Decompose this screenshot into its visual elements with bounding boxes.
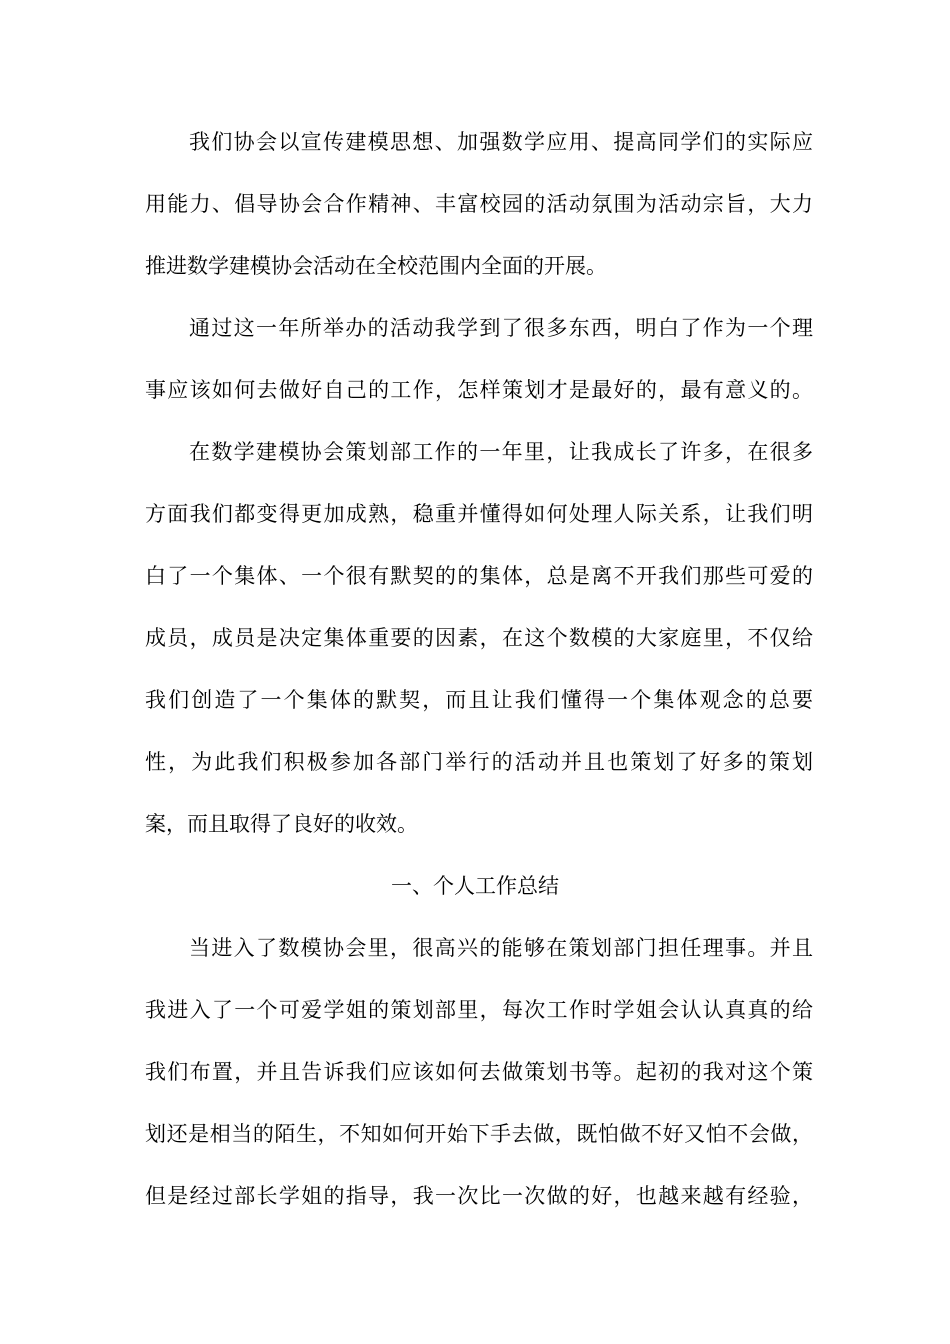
text-line: 但是经过部长学姐的指导，我一次比一次做的好，也越来越有经验，: [145, 1184, 813, 1208]
text-line: 在数学建模协会策划部工作的一年里，让我成长了许多，在很多: [189, 440, 813, 464]
section-heading: 一、个人工作总结: [391, 874, 559, 898]
text-line: 事应该如何去做好自己的工作，怎样策划才是最好的，最有意义的。: [145, 378, 813, 402]
text-line: 性，为此我们积极参加各部门举行的活动并且也策划了好多的策划: [145, 750, 813, 774]
text-line: 我们布置，并且告诉我们应该如何去做策划书等。起初的我对这个策: [145, 1060, 813, 1084]
text-line: 案，而且取得了良好的收效。: [145, 812, 418, 836]
text-line: 推进数学建模协会活动在全校范围内全面的开展。: [145, 254, 607, 278]
text-line: 我进入了一个可爱学姐的策划部里，每次工作时学姐会认认真真的给: [145, 998, 813, 1022]
text-line: 我们创造了一个集体的默契，而且让我们懂得一个集体观念的总要: [145, 688, 813, 712]
text-line: 我们协会以宣传建模思想、加强数学应用、提高同学们的实际应: [189, 130, 813, 154]
text-line: 通过这一年所举办的活动我学到了很多东西，明白了作为一个理: [189, 316, 813, 340]
text-line: 成员，成员是决定集体重要的因素，在这个数模的大家庭里，不仅给: [145, 626, 813, 650]
text-line: 当进入了数模协会里，很高兴的能够在策划部门担任理事。并且: [189, 936, 813, 960]
text-line: 方面我们都变得更加成熟，稳重并懂得如何处理人际关系，让我们明: [145, 502, 813, 526]
text-line: 用能力、倡导协会合作精神、丰富校园的活动氛围为活动宗旨，大力: [145, 192, 813, 216]
text-line: 白了一个集体、一个很有默契的的集体，总是离不开我们那些可爱的: [145, 564, 813, 588]
text-line: 划还是相当的陌生，不知如何开始下手去做，既怕做不好又怕不会做，: [145, 1122, 813, 1146]
